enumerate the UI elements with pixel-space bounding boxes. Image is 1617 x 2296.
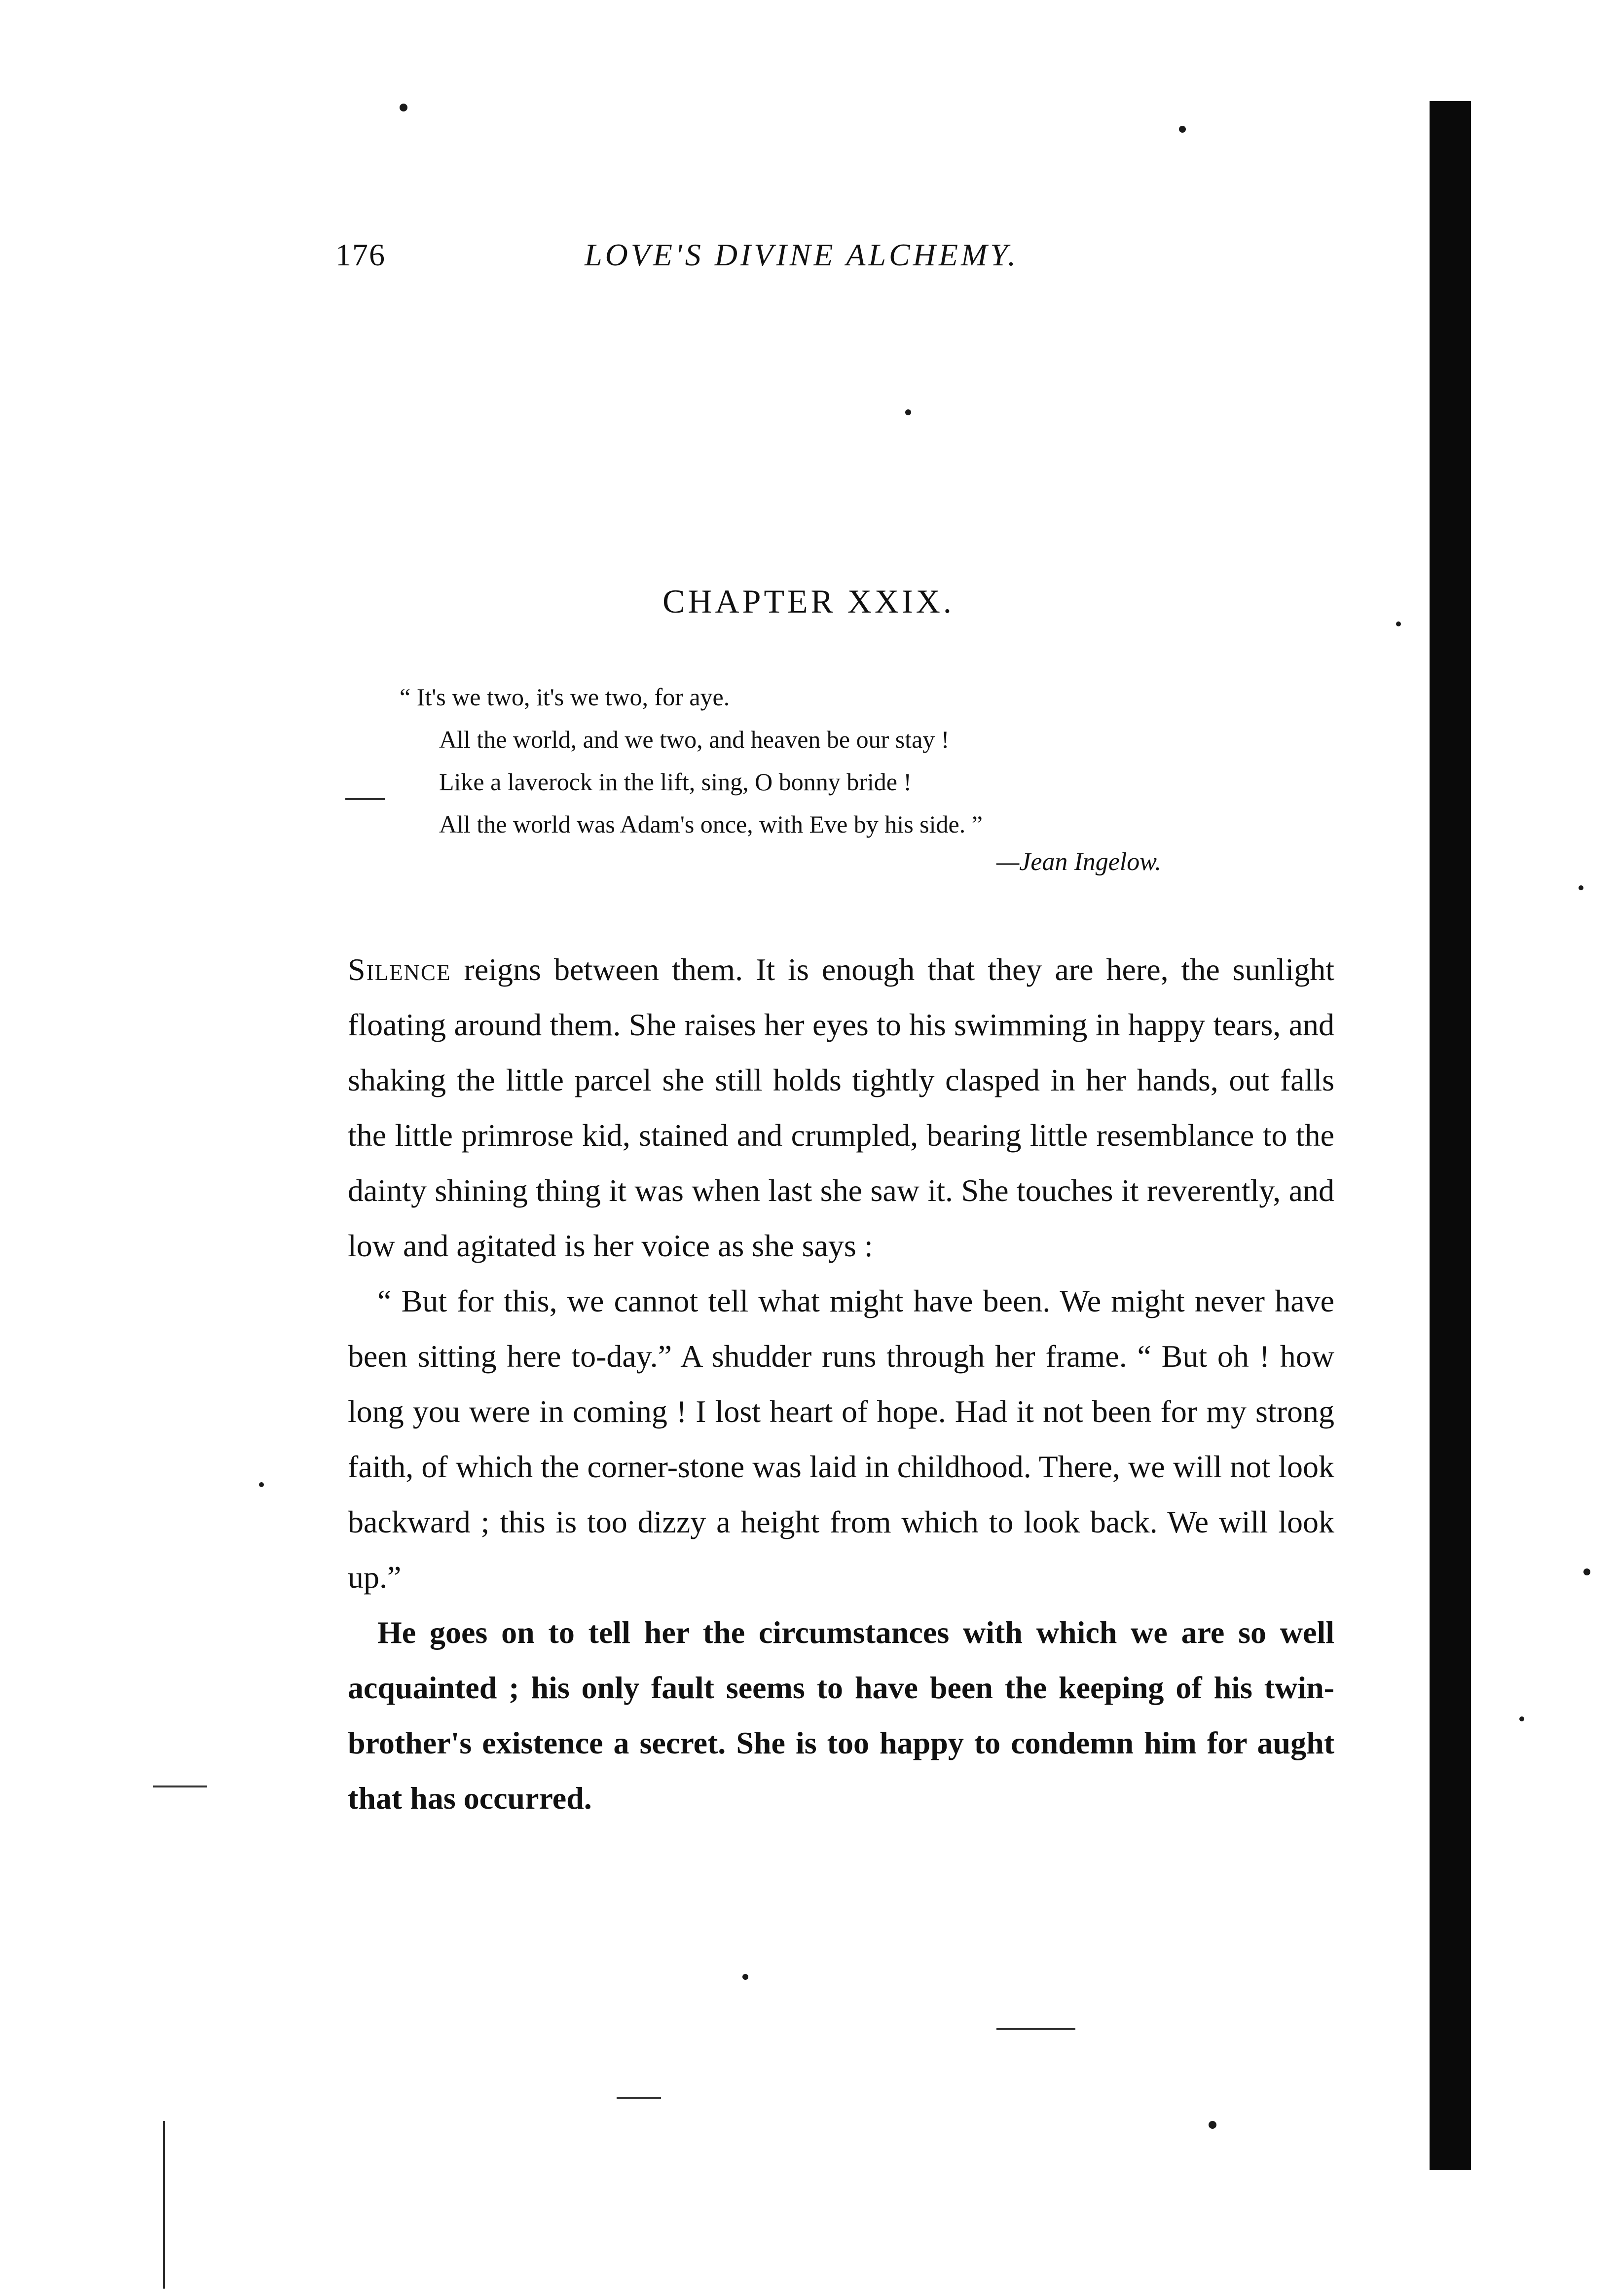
scan-mark [617, 2097, 661, 2099]
paragraph: “ But for this, we cannot tell what might have been. We might never have been sitting here to-day.” A shudder runs through her frame. “ But oh ! how long you were in coming ! I lost heart of hope. Had it not been for my strong faith, of which the corner-stone was laid in childhood. There, we will not look backward ; this is too dizzy a height from which to look back. We will look up.” [348, 1283, 1334, 1595]
scan-speck [1179, 126, 1186, 133]
paragraph [348, 942, 1334, 1274]
scan-speck [1519, 1716, 1524, 1721]
epigraph-line: Like a laverock in the lift, sing, O bonny bride ! [439, 768, 912, 796]
scan-mark [996, 2028, 1075, 2030]
chapter-heading: CHAPTER XXIX. [662, 583, 955, 620]
scan-speck [905, 409, 911, 415]
running-head [335, 237, 1273, 276]
paragraph-lead-word: Silence [348, 952, 451, 987]
chapter-body [348, 942, 1334, 1826]
scan-speck [259, 1482, 264, 1487]
paragraph: He goes on to tell her the circumstances with which we are so well acquainted ; his only fault seems to have been the keeping of his twin-brother's existence a secret. She is too happy to condemn him for aught that has occurred. [348, 1615, 1334, 1816]
epigraph-line: “ It's we two, it's we two, for aye. [400, 683, 730, 711]
epigraph [400, 676, 1287, 845]
epigraph-line: All the world was Adam's once, with Eve by his side. ” [439, 810, 983, 838]
margin-line [163, 2121, 165, 2289]
scan-speck [1209, 2121, 1216, 2129]
page-number: 176 [335, 237, 386, 272]
epigraph-attribution: —Jean Ingelow. [996, 848, 1162, 876]
scan-mark [153, 1786, 207, 1787]
epigraph-line: All the world, and we two, and heaven be our stay ! [439, 726, 950, 753]
paragraph-text: reigns between them. It is enough that they are here, the sunlight floating around them. She raises her eyes to his swimming in happy tears, and shaking the little parcel she still holds tightly clasped in her hands, out falls the little primrose kid, stained and crumpled, bearing little resemblance to the dainty shining thing it was when last she saw it. She touches it reverently, and low and agitated is her voice as she says : [348, 952, 1334, 1263]
scan-speck [1396, 621, 1401, 626]
scan-speck [1583, 1568, 1590, 1575]
scan-speck [1579, 885, 1583, 890]
binding-shadow [1430, 101, 1471, 2170]
scan-speck [400, 104, 407, 111]
running-title: LOVE'S DIVINE ALCHEMY. [585, 237, 1019, 272]
scan-mark [345, 798, 385, 800]
scan-speck [742, 1974, 748, 1980]
